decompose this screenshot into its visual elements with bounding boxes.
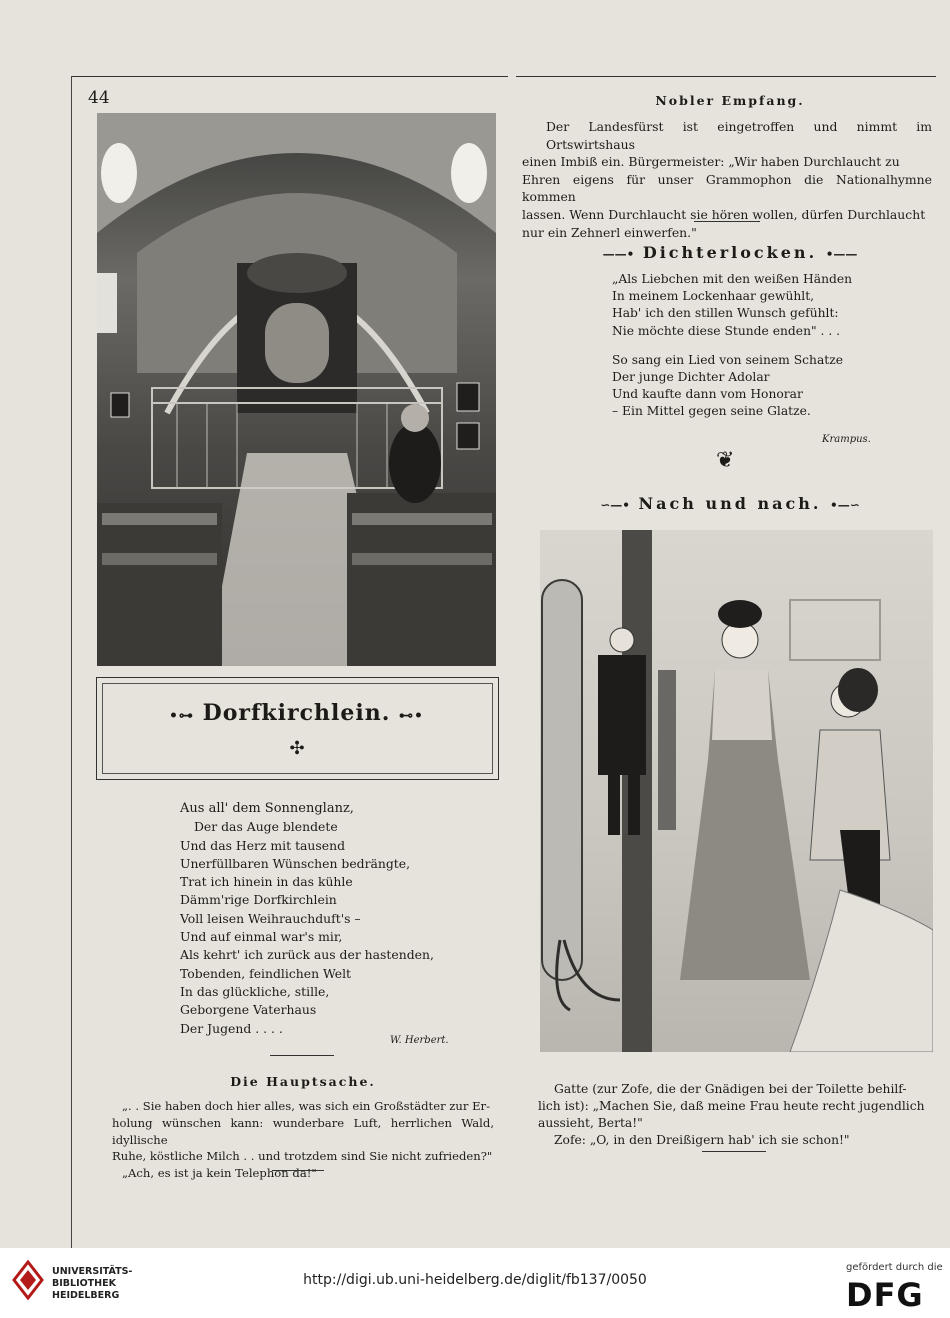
right-ornament: •—— xyxy=(825,247,858,261)
poem-title-row xyxy=(520,243,940,262)
poem-line: Der junge Dichter Adolar xyxy=(612,370,770,385)
divider xyxy=(702,1151,766,1152)
caption-title-row xyxy=(102,700,491,726)
left-vertical-rule xyxy=(71,76,72,1248)
poem-line: Der Jugend . . . . xyxy=(180,1020,283,1036)
article-line: „. . Sie haben doch hier alles, was sich ein Großstädter zur Er- xyxy=(122,1099,491,1113)
article-line: nur ein Zehnerl einwerfen." xyxy=(522,224,697,240)
poem-line: Voll leisen Weihrauchduft's – xyxy=(180,910,361,926)
poem-line: Tobenden, feindlichen Welt xyxy=(180,965,352,981)
cross-ornament-icon: ✣ xyxy=(289,738,305,759)
caption-line: lich ist): „Machen Sie, daß meine Frau heute recht jugendlich xyxy=(538,1099,925,1113)
article-title-nach-und-nach: Nach und nach. xyxy=(638,494,822,513)
boudoir-illustration xyxy=(540,530,933,1052)
flower-ornament-icon: ❦ xyxy=(716,448,735,473)
article-line: Ehren eigens für unser Grammophon die Nationalhymne kommen xyxy=(522,171,932,205)
poem-dorfkirchlein xyxy=(180,800,470,1038)
article-line: einen Imbiß ein. Bürgermeister: „Wir haben Durchlaucht zu xyxy=(522,154,900,170)
caption-line: Zofe: „O, in den Dreißigern hab' ich sie schon!" xyxy=(554,1133,850,1147)
poem-line: „Als Liebchen mit den weißen Händen xyxy=(612,272,853,286)
poem-line: Geborgene Vaterhaus xyxy=(180,1002,317,1018)
poem-line: Aus all' dem Sonnenglanz, xyxy=(180,801,354,816)
divider xyxy=(272,1170,324,1171)
page-number: 44 xyxy=(88,88,110,108)
funding-label: gefördert durch die xyxy=(846,1262,943,1273)
poem-line: In meinem Lockenhaar gewühlt, xyxy=(612,289,815,304)
permalink-url[interactable]: http://digi.ub.uni-heidelberg.de/diglit/fb137/0050 xyxy=(303,1272,647,1288)
caption-frame-inner xyxy=(102,683,493,774)
top-rule-left xyxy=(71,76,508,77)
article-line: Der Landesfürst ist eingetroffen und nimmt im Ortswirtshaus xyxy=(546,119,932,152)
poem-line: Der das Auge blendete xyxy=(194,819,338,835)
village-church-illustration xyxy=(97,113,496,666)
article-title-row xyxy=(520,494,940,513)
dfg-logo: DFG xyxy=(846,1276,924,1314)
left-ornament: ——• xyxy=(602,247,635,261)
poem-title-dichterlocken: Dichterlocken. xyxy=(642,243,818,262)
left-ornament: •⊶ xyxy=(168,708,194,724)
caption-line: aussieht, Berta!" xyxy=(538,1116,643,1130)
poem-dichterlocken xyxy=(612,271,912,421)
right-ornament: •—∽ xyxy=(830,498,860,512)
poem-line: Und das Herz mit tausend xyxy=(180,837,346,853)
stanza-gap xyxy=(612,340,912,352)
article-nobler-empfang xyxy=(522,118,932,241)
article-line: holung wünschen kann: wunderbare Luft, herrlichen Wald, idyllische xyxy=(112,1115,494,1147)
viewer-footer xyxy=(0,1248,950,1318)
university-line: UNIVERSITÄTS- xyxy=(52,1266,133,1277)
poem-line: Hab' ich den stillen Wunsch gefühlt: xyxy=(612,306,839,321)
article-title-hauptsache: Die Hauptsache. xyxy=(230,1074,376,1089)
divider xyxy=(270,1055,334,1056)
article-line: lassen. Wenn Durchlaucht sie hören wollen, dürfen Durchlaucht xyxy=(522,206,926,222)
university-line: BIBLIOTHEK xyxy=(52,1278,116,1289)
article-line: „Ach, es ist ja kein Telephon da!" xyxy=(122,1166,317,1181)
article-line: Ruhe, köstliche Milch . . und trotzdem sind Sie nicht zufrieden?" xyxy=(112,1149,493,1164)
poem-author: W. Herbert. xyxy=(390,1035,449,1046)
poem-line: Trat ich hinein in das kühle xyxy=(180,874,353,890)
poem-line: Und kaufte dann vom Honorar xyxy=(612,387,803,402)
left-ornament: ∽—• xyxy=(600,498,630,512)
university-line: HEIDELBERG xyxy=(52,1290,120,1301)
poem-line: Dämm'rige Dorfkirchlein xyxy=(180,892,337,908)
article-title-nobler-empfang: Nobler Empfang. xyxy=(655,93,805,108)
right-ornament: ⊷• xyxy=(399,708,424,724)
poem-line: Nie möchte diese Stunde enden" . . . xyxy=(612,323,841,338)
poem-author-krampus: Krampus. xyxy=(822,434,871,445)
caption-title: Dorfkirchlein. xyxy=(202,700,391,726)
poem-line: Als kehrt' ich zurück aus der hastenden, xyxy=(180,947,434,963)
caption-nach-und-nach xyxy=(538,1081,938,1149)
poem-line: So sang ein Lied von seinem Schatze xyxy=(612,352,843,367)
poem-line: In das glückliche, stille, xyxy=(180,983,330,999)
top-rule-right xyxy=(516,76,936,77)
poem-line: Unerfüllbaren Wünschen bedrängte, xyxy=(180,855,411,871)
poem-line: Und auf einmal war's mir, xyxy=(180,929,343,945)
divider xyxy=(694,221,760,222)
caption-line: Gatte (zur Zofe, die der Gnädigen bei der Toilette behilf- xyxy=(554,1082,907,1096)
poem-line: – Ein Mittel gegen seine Glatze. xyxy=(612,404,811,419)
